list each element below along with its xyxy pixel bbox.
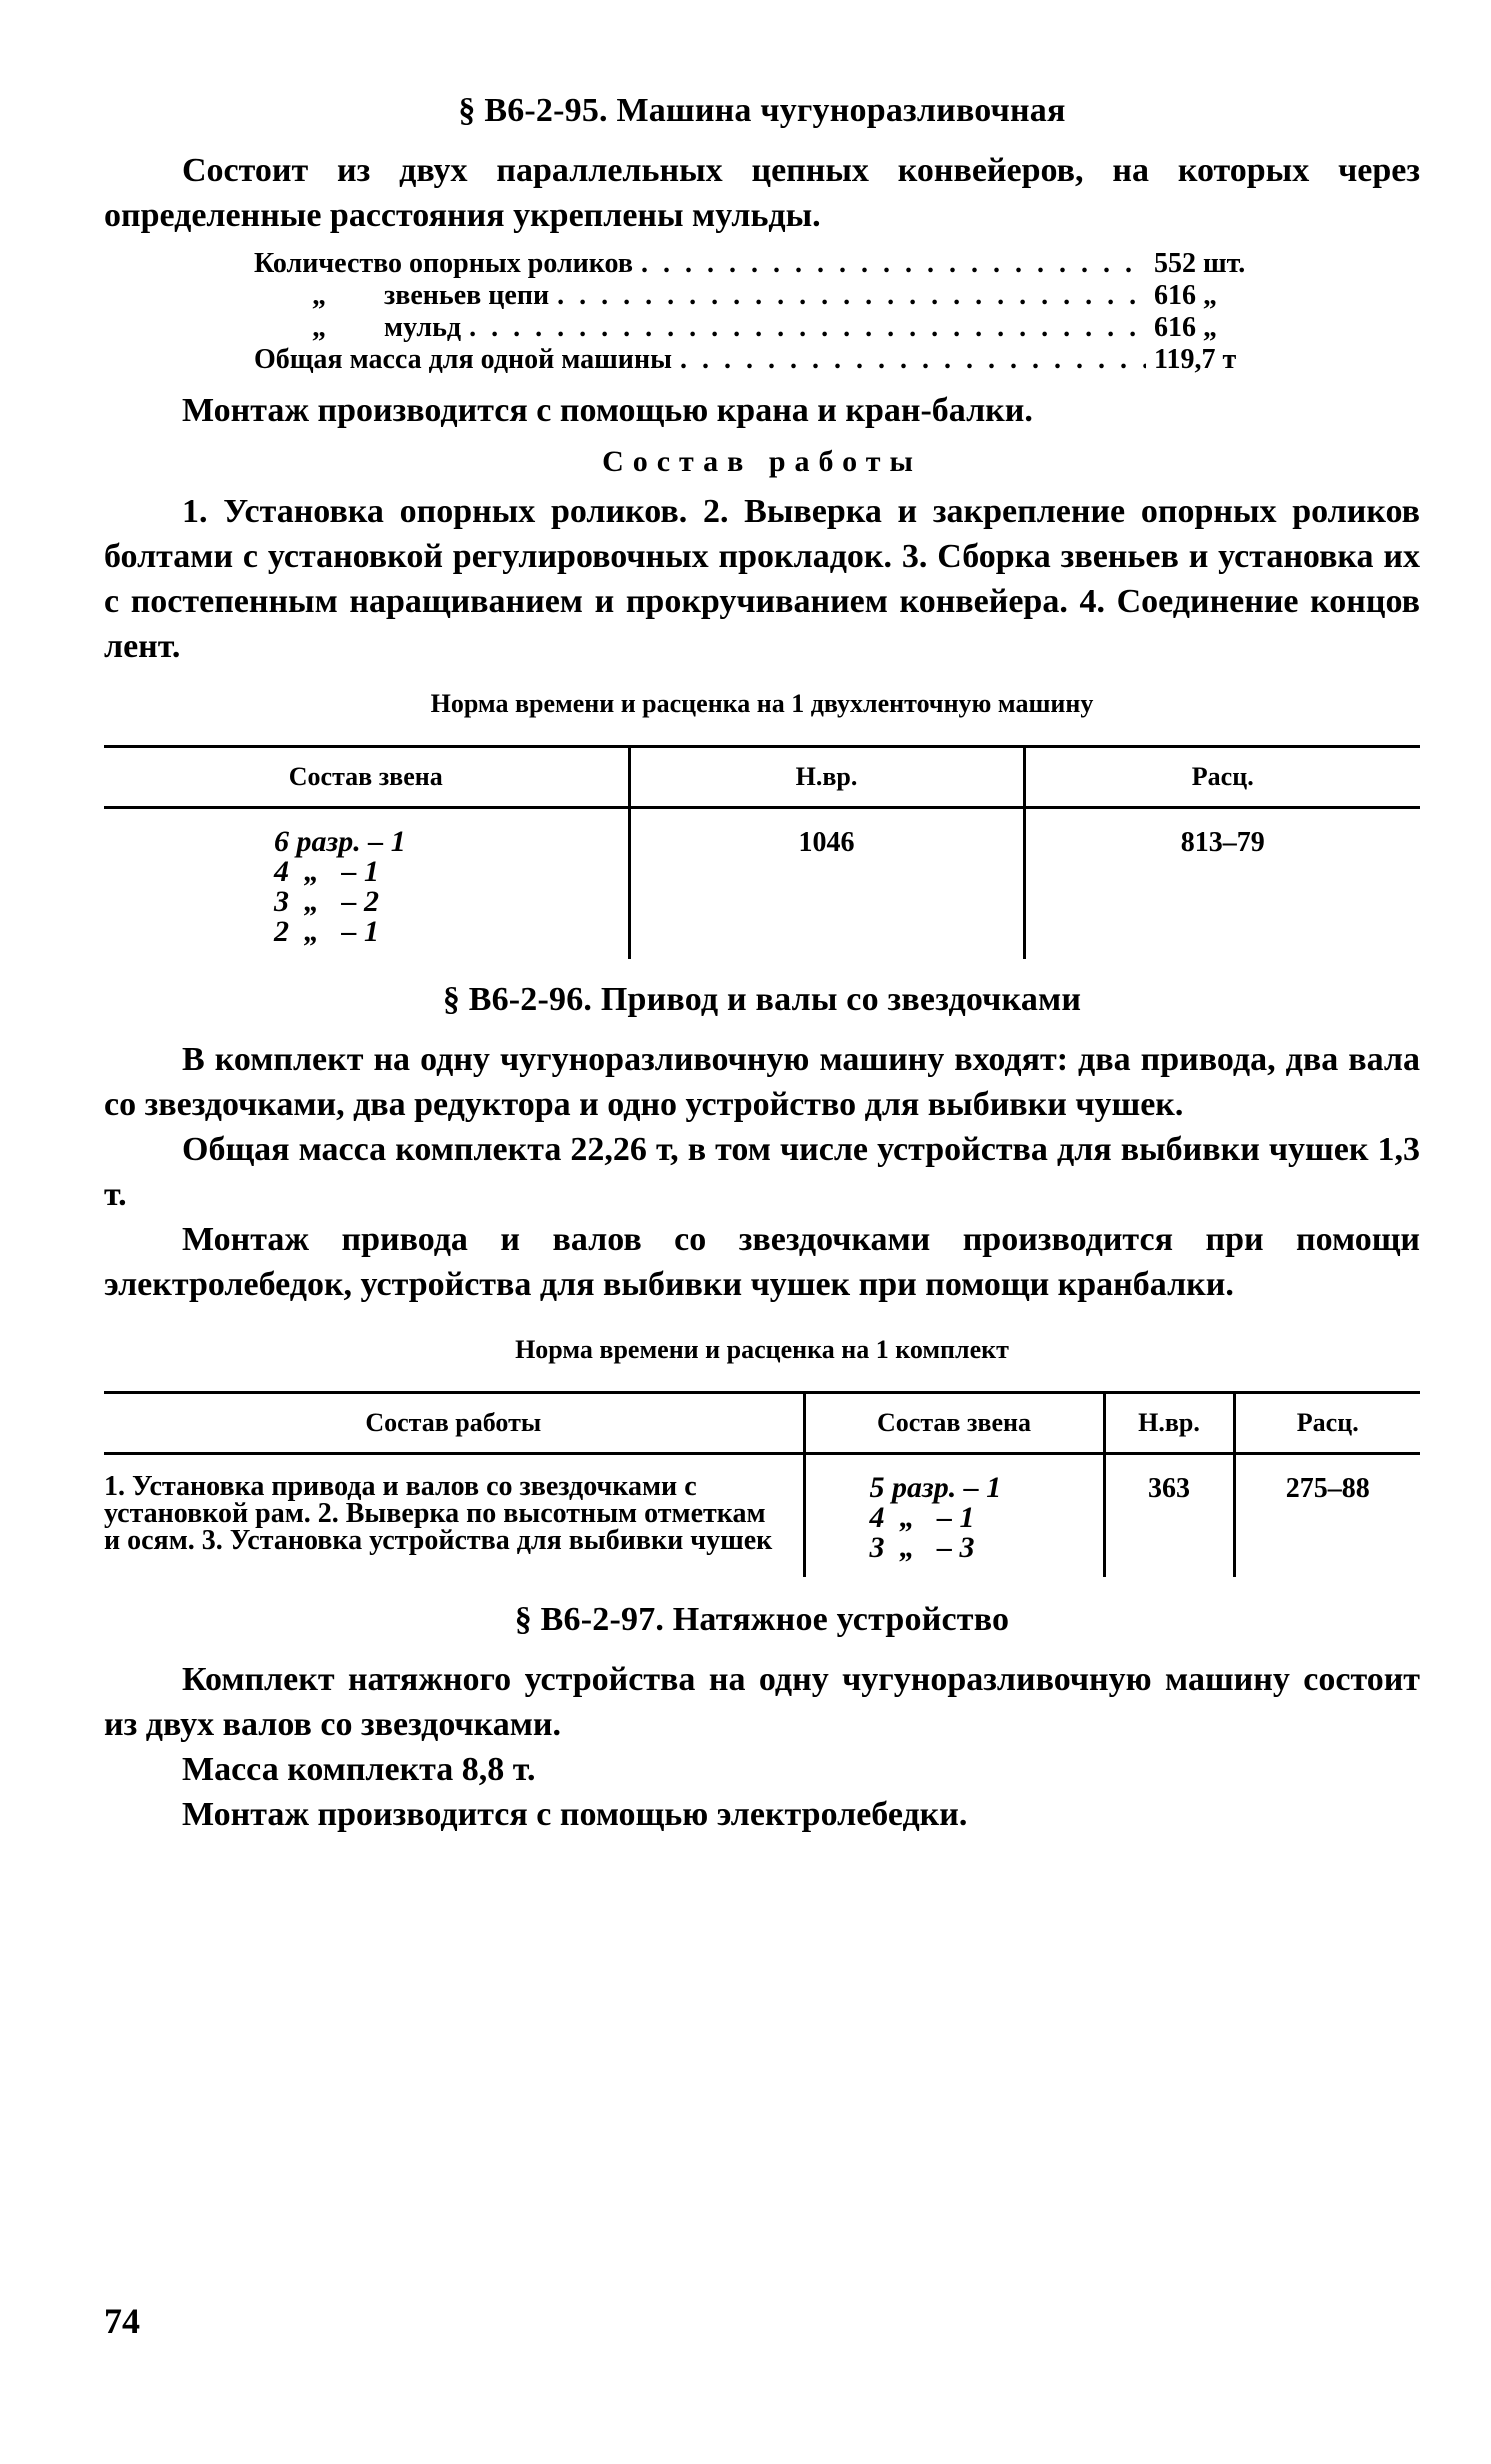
crew-composition bbox=[870, 1473, 1093, 1563]
spec-label: Количество опорных роликов bbox=[254, 248, 633, 279]
spec-value: 119,7 т bbox=[1154, 344, 1237, 375]
time-norm: 363 bbox=[1104, 1454, 1234, 1578]
crew-line: 3 „ – 3 bbox=[869, 1531, 975, 1564]
ditto-mark: „ bbox=[312, 312, 326, 343]
table-row bbox=[104, 808, 1420, 960]
table-header: Состав звена bbox=[804, 1393, 1104, 1454]
paragraph: Масса комплекта 8,8 т. bbox=[182, 1751, 536, 1788]
spec-value: 616 „ bbox=[1154, 312, 1217, 343]
leader-dots bbox=[557, 280, 1146, 312]
table-header: Состав работы bbox=[104, 1393, 804, 1454]
work-description: 1. Установка привода и валов со звездочками с установкой рам. 2. Выверка по высотным отметкам и осям. 3. Установка устройства для выбивки чушек bbox=[104, 1471, 773, 1556]
section-title: § В6-2-96. Привод и валы со звездочками bbox=[442, 981, 1082, 1018]
crew-line: 4 „ – 1 bbox=[274, 855, 379, 888]
rate-value: 275–88 bbox=[1234, 1454, 1420, 1578]
crew-composition bbox=[274, 827, 618, 947]
paragraph: Общая масса комплекта 22,26 т, в том числе устройства для выбивки чушек 1,3 т. bbox=[104, 1131, 1420, 1213]
table-header: Расц. bbox=[1024, 747, 1420, 808]
spec-label: Общая масса для одной машины bbox=[254, 344, 672, 375]
page bbox=[104, 92, 1420, 1837]
ditto-mark: „ bbox=[312, 280, 326, 311]
page-number: 74 bbox=[104, 2301, 140, 2341]
table-header: Н.вр. bbox=[629, 747, 1024, 808]
spec-row bbox=[254, 344, 1254, 376]
spec-row bbox=[254, 248, 1254, 280]
section-title: § В6-2-97. Натяжное устройство bbox=[514, 1601, 1010, 1638]
paragraph: Монтаж производится с помощью электролебедки. bbox=[182, 1796, 968, 1833]
norm-table bbox=[104, 1391, 1420, 1577]
crew-line: 3 „ – 2 bbox=[274, 885, 379, 918]
spec-value: 552 шт. bbox=[1154, 248, 1246, 279]
crew-line: 6 разр. – 1 bbox=[274, 825, 406, 858]
spec-label: звеньев цепи bbox=[384, 280, 550, 311]
table-caption: Норма времени и расценка на 1 двухленточную машину bbox=[430, 689, 1094, 718]
work-heading: Состав работы bbox=[602, 445, 922, 478]
spec-value: 616 „ bbox=[1154, 280, 1217, 311]
norm-table bbox=[104, 745, 1420, 959]
spec-label: мульд bbox=[384, 312, 462, 343]
leader-dots bbox=[680, 344, 1146, 376]
spec-row bbox=[254, 312, 1254, 344]
paragraph: 1. Установка опорных роликов. 2. Выверка и закрепление опорных роликов болтами с установкой регулировочных прокладок. 3. Сборка звеньев и установка их с постепенным наращиванием и прокручиванием конвейера. 4. Соединение концов лент. bbox=[104, 493, 1420, 665]
crew-line: 4 „ – 1 bbox=[869, 1501, 975, 1534]
paragraph: Монтаж производится с помощью крана и кран-балки. bbox=[182, 392, 1033, 429]
time-norm: 1046 bbox=[629, 808, 1024, 960]
table-header-row bbox=[104, 747, 1420, 808]
table-header: Н.вр. bbox=[1104, 1393, 1234, 1454]
table-row bbox=[104, 1454, 1420, 1578]
table-header-row bbox=[104, 1393, 1420, 1454]
section-title: § В6-2-95. Машина чугуноразливочная bbox=[458, 92, 1066, 129]
leader-dots bbox=[641, 248, 1146, 280]
spec-list bbox=[254, 248, 1254, 376]
paragraph: Состоит из двух параллельных цепных конвейеров, на которых через определенные расстояния укреплены мульды. bbox=[104, 152, 1420, 234]
rate-value: 813–79 bbox=[1024, 808, 1420, 960]
crew-line: 2 „ – 1 bbox=[274, 915, 379, 948]
table-header: Состав звена bbox=[104, 747, 629, 808]
paragraph: Комплект натяжного устройства на одну чугуноразливочную машину состоит из двух валов со звездочками. bbox=[104, 1661, 1420, 1743]
crew-line: 5 разр. – 1 bbox=[869, 1471, 1002, 1504]
table-caption: Норма времени и расценка на 1 комплект bbox=[515, 1335, 1009, 1364]
paragraph: Монтаж привода и валов со звездочками производится при помощи электролебедок, устройства для выбивки чушек при помощи кранбалки. bbox=[104, 1221, 1420, 1303]
spec-row bbox=[254, 280, 1254, 312]
table-header: Расц. bbox=[1234, 1393, 1420, 1454]
paragraph: В комплект на одну чугуноразливочную машину входят: два привода, два вала со звездочками, два редуктора и одно устройство для выбивки чушек. bbox=[104, 1041, 1420, 1123]
leader-dots bbox=[469, 312, 1146, 344]
